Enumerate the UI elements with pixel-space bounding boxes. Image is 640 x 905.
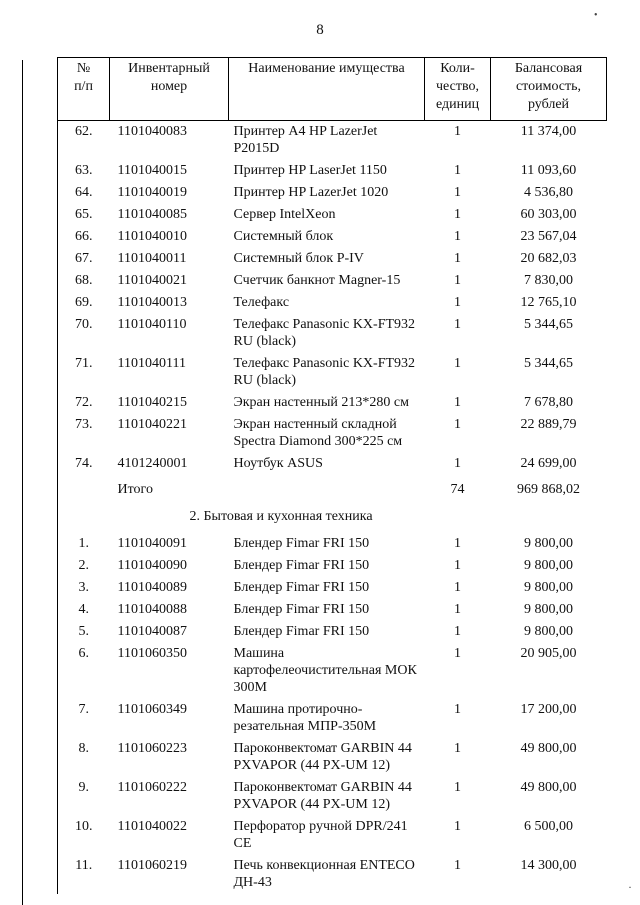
balance-cost: 11 374,00 xyxy=(520,124,577,139)
row-number: 66. xyxy=(58,226,110,248)
row-number: 5. xyxy=(58,621,110,643)
property-name: Сервер IntelXeon xyxy=(233,207,336,222)
header-number: № п/п xyxy=(58,58,110,121)
inventory-number: 1101040110 xyxy=(117,317,187,332)
property-name: Машина картофелеочистительная МОК 300М xyxy=(233,646,417,695)
section-title: 2. Бытовая и кухонная техника xyxy=(189,509,373,524)
table-row xyxy=(58,577,607,599)
row-number: 64. xyxy=(58,182,110,204)
row-number: 71. xyxy=(58,353,110,392)
quantity: 1 xyxy=(454,356,461,371)
table-row xyxy=(58,533,607,555)
header-balance-cost: Балансовая стоимость, рублей xyxy=(491,58,607,121)
header-property-name: Наименование имущества xyxy=(229,58,425,121)
table-row xyxy=(58,182,607,204)
balance-cost: 22 889,79 xyxy=(520,417,577,432)
quantity: 1 xyxy=(454,417,461,432)
table-row xyxy=(58,414,607,453)
inventory-number: 1101040022 xyxy=(117,819,187,834)
property-name: Блендер Fimar FRI 150 xyxy=(233,580,370,595)
page-number: 8 xyxy=(316,22,324,38)
row-number: 72. xyxy=(58,392,110,414)
balance-cost: 7 830,00 xyxy=(524,273,573,288)
property-name: Телефакс Panasonic KX-FT932 RU (black) xyxy=(233,317,416,349)
balance-cost: 49 800,00 xyxy=(520,780,577,795)
left-margin-line xyxy=(22,60,23,905)
quantity: 1 xyxy=(454,536,461,551)
row-number: 62. xyxy=(58,121,110,161)
quantity: 1 xyxy=(454,741,461,756)
balance-cost: 20 905,00 xyxy=(520,646,577,661)
scan-mark-edge: · xyxy=(628,880,632,894)
quantity: 1 xyxy=(454,456,461,471)
table-row xyxy=(58,599,607,621)
inventory-number: 1101040215 xyxy=(117,395,187,410)
row-number: 70. xyxy=(58,314,110,353)
table-row xyxy=(58,160,607,182)
row-number: 2. xyxy=(58,555,110,577)
row-number: 69. xyxy=(58,292,110,314)
row-number: 65. xyxy=(58,204,110,226)
inventory-number: 1101040083 xyxy=(117,124,187,139)
inventory-number: 1101040221 xyxy=(117,417,187,432)
row-number: 6. xyxy=(58,643,110,699)
row-number: 9. xyxy=(58,777,110,816)
total-number-empty xyxy=(58,475,110,500)
table-row xyxy=(58,699,607,738)
row-number: 7. xyxy=(58,699,110,738)
inventory-number: 1101040087 xyxy=(117,624,187,639)
quantity: 1 xyxy=(454,251,461,266)
table-row xyxy=(58,777,607,816)
table-row xyxy=(58,453,607,475)
inventory-number: 1101040091 xyxy=(117,536,187,551)
inventory-table xyxy=(57,57,607,894)
table-row xyxy=(58,204,607,226)
balance-cost: 9 800,00 xyxy=(524,558,573,573)
quantity: 1 xyxy=(454,395,461,410)
inventory-number: 1101040089 xyxy=(117,580,187,595)
balance-cost: 9 800,00 xyxy=(524,580,573,595)
table-row xyxy=(58,392,607,414)
quantity: 1 xyxy=(454,858,461,873)
property-name: Машина протирочно-резательная МПР-350М xyxy=(233,702,377,734)
table-row xyxy=(58,314,607,353)
inventory-number: 1101040021 xyxy=(117,273,187,288)
inventory-number: 1101040013 xyxy=(117,295,187,310)
balance-cost: 7 678,80 xyxy=(524,395,573,410)
inventory-number: 1101060349 xyxy=(117,702,187,717)
balance-cost: 9 800,00 xyxy=(524,602,573,617)
total-name-empty xyxy=(229,475,425,500)
quantity: 1 xyxy=(454,163,461,178)
balance-cost: 12 765,10 xyxy=(520,295,577,310)
table-row xyxy=(58,292,607,314)
inventory-number: 1101040111 xyxy=(117,356,186,371)
property-name: Телефакс xyxy=(233,295,290,310)
table-row xyxy=(58,353,607,392)
row-number: 11. xyxy=(58,855,110,894)
quantity: 1 xyxy=(454,558,461,573)
total-cost: 969 868,02 xyxy=(517,482,580,497)
inventory-number: 1101040085 xyxy=(117,207,187,222)
balance-cost: 14 300,00 xyxy=(520,858,577,873)
property-name: Системный блок P-IV xyxy=(233,251,364,266)
row-number: 3. xyxy=(58,577,110,599)
property-name: Пароконвектомат GARBIN 44 PXVAPOR (44 PX-UM 12) xyxy=(233,780,412,812)
quantity: 1 xyxy=(454,819,461,834)
row-number: 74. xyxy=(58,453,110,475)
property-name: Экран настенный 213*280 см xyxy=(233,395,409,410)
row-number: 68. xyxy=(58,270,110,292)
property-name: Блендер Fimar FRI 150 xyxy=(233,536,370,551)
inventory-number: 1101060219 xyxy=(117,858,187,873)
total-quantity: 74 xyxy=(450,482,465,497)
quantity: 1 xyxy=(454,124,461,139)
inventory-number: 1101040011 xyxy=(117,251,187,266)
table-row xyxy=(58,248,607,270)
property-name: Принтер А4 HP LazerJet P2015D xyxy=(233,124,378,156)
row-number: 67. xyxy=(58,248,110,270)
table-row xyxy=(58,555,607,577)
header-inventory-number: Инвентарный номер xyxy=(110,58,229,121)
quantity: 1 xyxy=(454,702,461,717)
balance-cost: 49 800,00 xyxy=(520,741,577,756)
balance-cost: 6 500,00 xyxy=(524,819,573,834)
table-row xyxy=(58,121,607,161)
header-quantity: Коли- чество, единиц xyxy=(425,58,491,121)
row-number: 1. xyxy=(58,533,110,555)
row-number: 8. xyxy=(58,738,110,777)
quantity: 1 xyxy=(454,273,461,288)
balance-cost: 24 699,00 xyxy=(520,456,577,471)
quantity: 1 xyxy=(454,780,461,795)
table-row xyxy=(58,621,607,643)
balance-cost: 5 344,65 xyxy=(524,356,573,371)
property-name: Блендер Fimar FRI 150 xyxy=(233,558,370,573)
section-heading-row xyxy=(58,500,607,533)
quantity: 1 xyxy=(454,624,461,639)
balance-cost: 20 682,03 xyxy=(520,251,577,266)
quantity: 1 xyxy=(454,580,461,595)
quantity: 1 xyxy=(454,602,461,617)
table-body xyxy=(58,121,607,895)
table-row xyxy=(58,738,607,777)
property-name: Счетчик банкнот Magner-15 xyxy=(233,273,401,288)
quantity: 1 xyxy=(454,207,461,222)
property-name: Пароконвектомат GARBIN 44 PXVAPOR (44 PX-UM 12) xyxy=(233,741,412,773)
property-name: Телефакс Panasonic KX-FT932 RU (black) xyxy=(233,356,416,388)
inventory-number: 1101040010 xyxy=(117,229,187,244)
table-row xyxy=(58,643,607,699)
inventory-number: 1101060223 xyxy=(117,741,187,756)
property-name: Ноутбук ASUS xyxy=(233,456,323,471)
quantity: 1 xyxy=(454,295,461,310)
property-name: Печь конвекционная ENTECO ДН-43 xyxy=(233,858,415,890)
table-row xyxy=(58,270,607,292)
row-number: 4. xyxy=(58,599,110,621)
property-name: Принтер HP LazerJet 1020 xyxy=(233,185,389,200)
property-name: Блендер Fimar FRI 150 xyxy=(233,624,370,639)
property-name: Принтер HP LaserJet 1150 xyxy=(233,163,387,178)
row-number: 73. xyxy=(58,414,110,453)
balance-cost: 60 303,00 xyxy=(520,207,577,222)
section-number-empty xyxy=(58,500,110,533)
row-number: 10. xyxy=(58,816,110,855)
balance-cost: 9 800,00 xyxy=(524,624,573,639)
inventory-number: 1101060350 xyxy=(117,646,187,661)
balance-cost: 11 093,60 xyxy=(520,163,577,178)
scan-mark: • xyxy=(594,10,598,21)
inventory-number: 1101040090 xyxy=(117,558,187,573)
property-name: Экран настенный складной Spectra Diamond 300*225 см xyxy=(233,417,403,449)
quantity: 1 xyxy=(454,646,461,661)
quantity: 1 xyxy=(454,317,461,332)
inventory-number: 4101240001 xyxy=(117,456,188,471)
balance-cost: 23 567,04 xyxy=(520,229,577,244)
total-label: Итого xyxy=(117,482,153,497)
inventory-number: 1101040088 xyxy=(117,602,187,617)
quantity: 1 xyxy=(454,229,461,244)
inventory-number: 1101040019 xyxy=(117,185,187,200)
quantity: 1 xyxy=(454,185,461,200)
balance-cost: 9 800,00 xyxy=(524,536,573,551)
inventory-number: 1101060222 xyxy=(117,780,187,795)
table-header xyxy=(58,58,607,121)
row-number: 63. xyxy=(58,160,110,182)
balance-cost: 4 536,80 xyxy=(524,185,573,200)
property-name: Блендер Fimar FRI 150 xyxy=(233,602,370,617)
table-row xyxy=(58,855,607,894)
balance-cost: 5 344,65 xyxy=(524,317,573,332)
balance-cost: 17 200,00 xyxy=(520,702,577,717)
total-row xyxy=(58,475,607,500)
inventory-number: 1101040015 xyxy=(117,163,187,178)
table-row xyxy=(58,226,607,248)
property-name: Перфоратор ручной DPR/241 CE xyxy=(233,819,408,851)
table-row xyxy=(58,816,607,855)
property-name: Системный блок xyxy=(233,229,334,244)
